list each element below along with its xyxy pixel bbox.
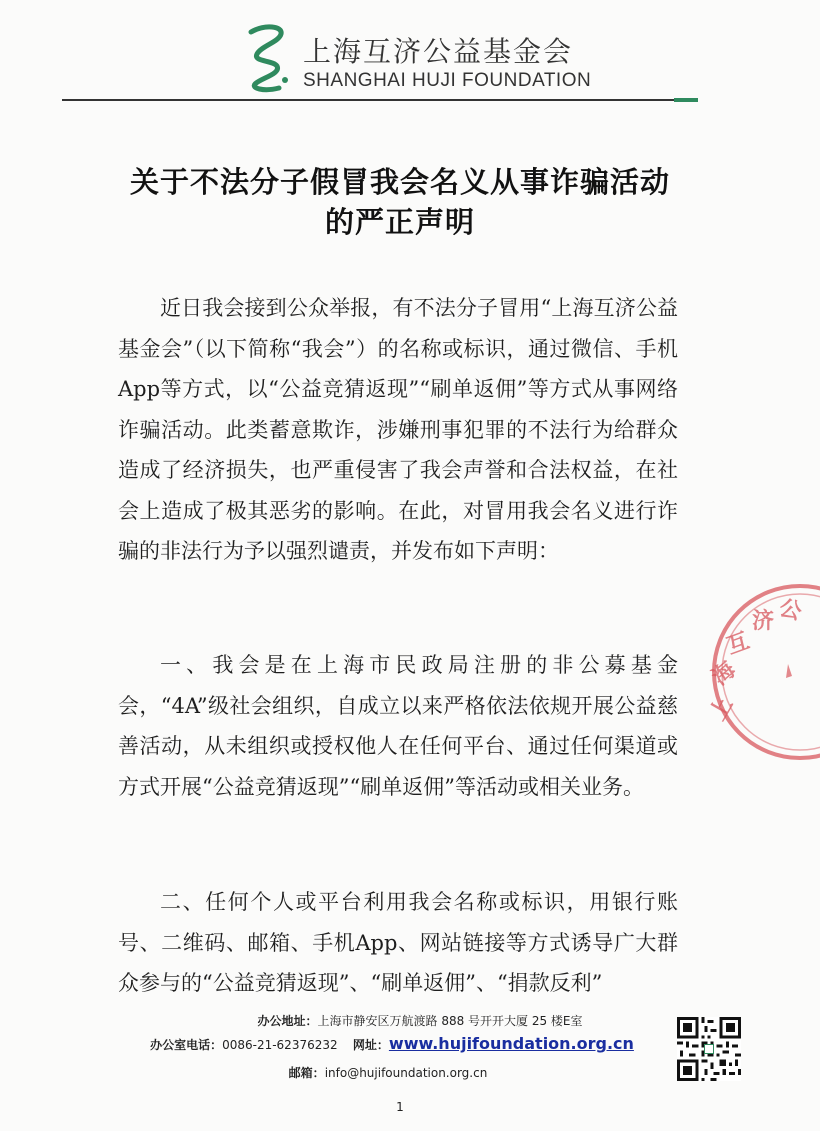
phone-value: 0086-21-62376232 — [222, 1038, 338, 1052]
address-value: 上海市静安区万航渡路 888 号开开大厦 25 楼E室 — [317, 1014, 583, 1028]
svg-text:海: 海 — [707, 657, 741, 691]
footer-contact-line — [0, 1034, 792, 1053]
email-label: 邮箱： — [288, 1066, 325, 1080]
foundation-logo-icon — [243, 22, 295, 96]
svg-text:上: 上 — [705, 693, 739, 725]
paragraph-point-1: 一、我会是在上海市民政局注册的非公募基金会，“4A”级社会组织，自成立以来严格依法依规开展公益慈善活动，从未组织或授权他人在任何平台、通过任何渠道或方式开展“公益竞猜返现”“刷单返佣”等活动或相关业务。 — [118, 653, 678, 799]
qr-code-icon[interactable] — [677, 1017, 741, 1081]
website-label: 网址： — [352, 1038, 389, 1052]
document-title-line-2: 的严正声明 — [324, 205, 475, 239]
page-number: 1 — [396, 1100, 404, 1114]
svg-text:公: 公 — [776, 595, 805, 626]
org-name-english: SHANGHAI HUJI FOUNDATION — [303, 70, 592, 91]
header-divider — [62, 99, 674, 101]
website-link[interactable]: www.hujifoundation.org.cn — [388, 1034, 634, 1053]
svg-text:互: 互 — [723, 628, 753, 660]
official-seal-stamp — [700, 582, 805, 762]
document-title-line-1: 关于不法分子假冒我会名义从事诈骗活动 — [129, 165, 670, 199]
header-divider-accent — [674, 98, 698, 102]
paragraph-intro: 近日我会接到公众举报，有不法分子冒用“上海互济公益基金会”（以下简称“我会”）的名称或标识，通过微信、手机App等方式，以“公益竞猜返现”“刷单返佣”等方式从事网络诈骗活动。此类蓄意欺诈，涉嫌刑事犯罪的不法行为给群众造成了经济损失，也严重侵害了我会声誉和合法权益，在社会上造成了极其恶劣的影响。在此，对冒用我会名义进行诈骗的非法行为予以强烈谴责，并发布如下声明： — [118, 296, 678, 563]
phone-label: 办公室电话： — [150, 1038, 223, 1052]
email-value[interactable]: info@hujifoundation.org.cn — [324, 1066, 488, 1080]
svg-text:济: 济 — [752, 609, 775, 634]
paragraph-point-2: 二、任何个人或平台利用我会名称或标识，用银行账号、二维码、邮箱、手机App、网站链接等方式诱导广大群众参与的“公益竞猜返现”、“刷单返佣”、“捐款反利” — [118, 890, 678, 995]
address-label: 办公地址： — [257, 1014, 318, 1028]
org-name-chinese: 上海互济公益基金会 — [303, 35, 574, 68]
footer-email-line — [0, 1064, 788, 1081]
letterhead — [0, 0, 800, 110]
